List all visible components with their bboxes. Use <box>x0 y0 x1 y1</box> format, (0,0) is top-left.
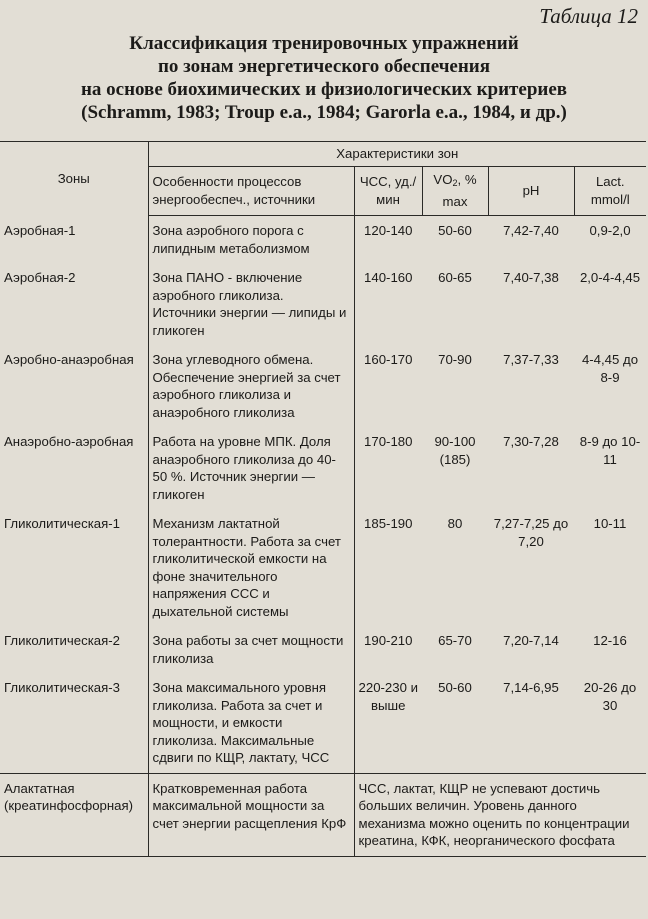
title-line: (Schramm, 1983; Troup e.a., 1984; Garorla e.a., 1984, и др.) <box>81 102 567 123</box>
header-group: Характеристики зон <box>148 142 646 167</box>
table-row: Гликолитическая-3 Зона максимального уровня гликолиза. Работа за счет и мощности, и емкости гликолиза. Максимальные сдвиги по КЩР, лактату, ЧСС 220-230 и выше 50-60 7,14-6,95 20-26 до 30 <box>0 673 646 773</box>
table-caption: Таблица 12 <box>539 4 638 28</box>
table-row: Анаэробно-аэробная Работа на уровне МПК. Доля анаэробного гликолиза до 40-50 %. Источник энергии — гликоген 170-180 90-100 (185) 7,30-7,28 8-9 до 10-11 <box>0 427 646 509</box>
header-desc: Особенности процессов энергообеспеч., источники <box>148 167 354 216</box>
table-row-alactate: Алактатная (креатинфосфорная) Кратковременная работа максимальной мощности за счет энергии расщепления КрФ ЧСС, лактат, КЩР не успевают достичь больших величин. Уровень данного механизма можно оценить по концентрации креатина, КФК, неорганического фосфата <box>0 773 646 856</box>
title-line: Классификация тренировочных упражнений <box>129 33 519 54</box>
header-ph: pH <box>488 167 574 216</box>
table-row: Гликолитическая-2 Зона работы за счет мощности гликолиза 190-210 65-70 7,20-7,14 12-16 <box>0 626 646 673</box>
zones-table <box>0 141 646 857</box>
title-line: по зонам энергетического обеспечения <box>157 56 491 77</box>
header-lact: Lact. mmol/l <box>574 167 646 216</box>
header-vo2: $VO_2$, % max <box>422 167 488 216</box>
header-hr: ЧСС, уд./мин <box>354 167 422 216</box>
title-line: на основе биохимических и физиологических критериев <box>80 79 568 100</box>
table-row: Гликолитическая-1 Механизм лактатной толерантности. Работа за счет гликолитической емкости на фоне значительного напряжения ССС и дыхательной системы 185-190 80 7,27-7,25 до 7,20 10-11 <box>0 509 646 626</box>
table-row: Аэробно-анаэробная Зона углеводного обмена. Обеспечение энергией за счет аэробного гликолиза и анаэробного гликолиза 160-170 70-90 7,37-7,33 4-4,45 до 8-9 <box>0 345 646 427</box>
table-row: Аэробная-1 Зона аэробного порога с липидным метаболизмом 120-140 50-60 7,42-7,40 0,9-2,0 <box>0 216 646 264</box>
header-zones: Зоны <box>0 142 148 216</box>
table-row: Аэробная-2 Зона ПАНО - включение аэробного гликолиза. Источники энергии — липиды и гликоген 140-160 60-65 7,40-7,38 2,0-4-4,45 <box>0 263 646 345</box>
table-title <box>6 32 642 124</box>
